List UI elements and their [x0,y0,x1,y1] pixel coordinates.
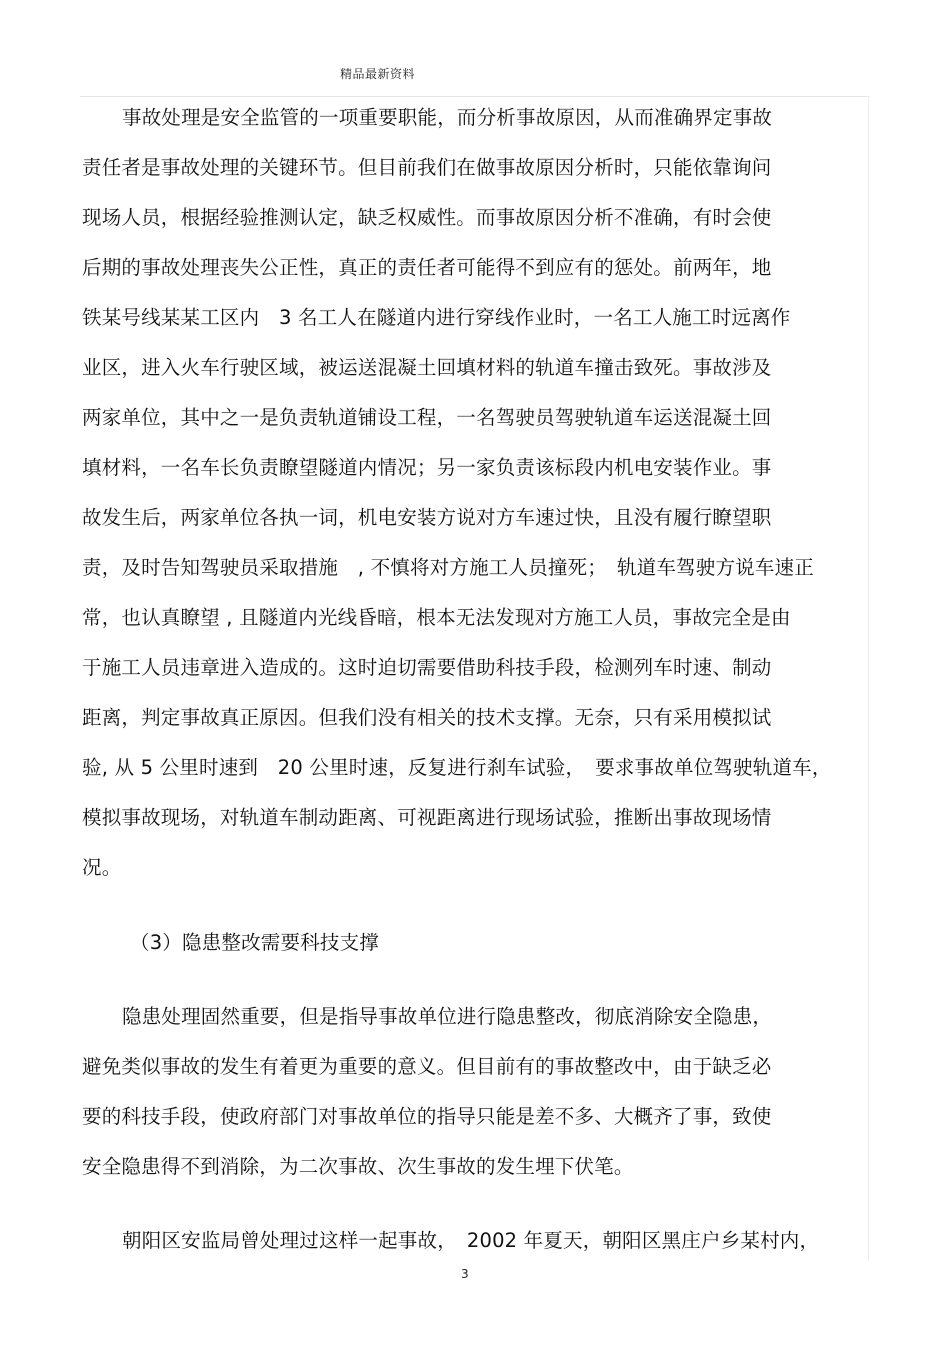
text-line: 两家单位，其中之一是负责轨道铺设工程，一名驾驶员驾驶轨道车运送混凝土回 [82,406,772,429]
text-line: 避免类似事故的发生有着更为重要的意义。但目前有的事故整改中，由于缺乏必 [82,1055,772,1078]
text-line: 隐患处理固然重要，但是指导事故单位进行隐患整改，彻底消除安全隐患， [122,1005,773,1028]
page-number: 3 [461,1267,469,1281]
text-line: 填材料，一名车长负责瞭望隧道内情况；另一家负责该标段内机电安装作业。事 [82,456,772,479]
text-line: 业区，进入火车行驶区域，被运送混凝土回填材料的轨道车撞击致死。事故涉及 [82,356,772,379]
text-line: 验, 从 5 公里时速到 20 公里时速，反复进行刹车试验， 要求事故单位驾驶轨道车， [82,756,832,779]
text-line: 现场人员，根据经验推测认定，缺乏权威性。而事故原因分析不准确，有时会使 [82,206,772,229]
text-line: 模拟事故现场，对轨道车制动距离、可视距离进行现场试验，推断出事故现场情 [82,806,772,829]
text-line: 常，也认真瞭望 , 且隧道内光线昏暗，根本无法发现对方施工人员，事故完全是由 [82,606,791,629]
text-line: 朝阳区安监局曾处理过这样一起事故， 2002 年夏天，朝阳区黑庄户乡某村内， [122,1229,820,1252]
text-line: 故发生后，两家单位各执一词，机电安装方说对方车速过快，且没有履行瞭望职 [82,506,772,529]
header-divider [80,96,870,97]
text-line: 后期的事故处理丧失公正性，真正的责任者可能得不到应有的惩处。前两年，地 [82,256,772,279]
text-line: 况。 [82,856,122,879]
text-line: 责任者是事故处理的关键环节。但目前我们在做事故原因分析时，只能依靠询问 [82,156,772,179]
text-line: 于施工人员违章进入造成的。这时迫切需要借助科技手段，检测列车时速、制动 [82,656,772,679]
text-line: 铁某号线某某工区内 3 名工人在隧道内进行穿线作业时，一名工人施工时远离作 [82,306,791,329]
text-line: 安全隐患得不到消除，为二次事故、次生事故的发生埋下伏笔。 [82,1155,634,1178]
text-line: 距离，判定事故真正原因。但我们没有相关的技术支撑。无奈，只有采用模拟试 [82,706,772,729]
text-line: 要的科技手段，使政府部门对事故单位的指导只能是差不多、大概齐了事，致使 [82,1105,772,1128]
section-heading: （3）隐患整改需要科技支撑 [130,931,380,954]
page-header: 精品最新资料 [340,67,416,81]
text-line: 责，及时告知驾驶员采取措施 , 不慎将对方施工人员撞死； 轨道车驾驶方说车速正 [82,556,814,579]
text-line: 事故处理是安全监管的一项重要职能，而分析事故原因，从而准确界定事故 [122,106,773,129]
margin-divider [868,96,869,1261]
